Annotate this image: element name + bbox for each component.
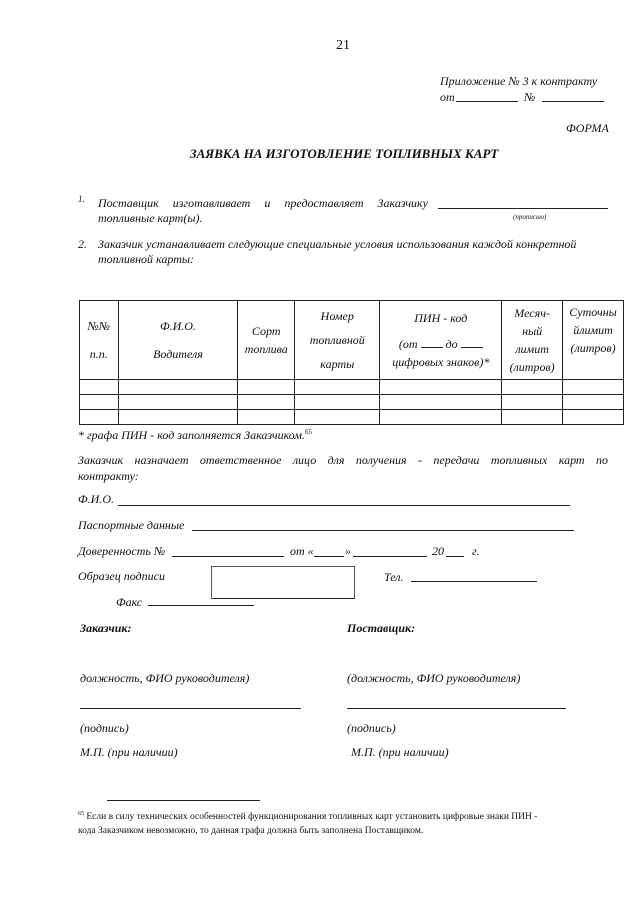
table-note: * графа ПИН - код заполняется Заказчиком.$^{65}$ <box>78 428 313 442</box>
appendix-date-line <box>456 101 518 102</box>
fax-line <box>148 605 254 606</box>
header-number: №№ п.п. <box>80 301 119 380</box>
header-card-number: Номер топливной карты <box>295 301 380 380</box>
customer-signature: (подпись) <box>80 721 129 735</box>
passport-label: Паспортные данные <box>78 518 185 532</box>
supplier-sign-line <box>347 708 566 709</box>
footnote: $^{65}$ Если в силу технических особенностей функционирования топливных карт установить цифровые знаки ПИН - кода Заказчиком невозможно, то данная графа должна быть заполнена Поставщиком. <box>78 811 538 837</box>
item2-text-cont: топливной карты: <box>98 252 195 266</box>
document-title: ЗАЯВКА НА ИЗГОТОВЛЕНИЕ ТОПЛИВНЫХ КАРТ <box>190 146 499 161</box>
item2-number: 2. <box>78 237 87 251</box>
fio-label: Ф.И.О. <box>78 492 114 506</box>
appendix-from-label: от <box>440 90 455 104</box>
tel-line <box>411 581 537 582</box>
item1-text-cont: топливные карт(ы). <box>98 211 203 225</box>
proxy-number-line <box>172 556 284 557</box>
header-pin-code: ПИН - код (от до цифровых знаков)* <box>380 301 502 380</box>
passport-line <box>192 530 574 531</box>
proxy-label: Доверенность № <box>78 544 166 558</box>
item1-quantity-line <box>438 208 608 209</box>
supplier-signature: (подпись) <box>347 721 396 735</box>
table-row <box>80 380 624 395</box>
page-number: 21 <box>336 38 350 53</box>
proxy-day-line <box>314 556 344 557</box>
supplier-heading: Поставщик: <box>347 621 416 635</box>
responsible-text-cont: контракту: <box>78 469 139 483</box>
signature-sample-line <box>213 598 355 599</box>
table-header-row <box>80 301 624 380</box>
proxy-quote-close: » <box>345 544 351 558</box>
fio-line <box>118 505 570 506</box>
proxy-year-suffix: г. <box>472 544 480 558</box>
fuel-cards-table <box>79 300 624 425</box>
customer-position: должность, ФИО руководителя) <box>80 671 250 685</box>
signature-sample-label: Образец подписи <box>78 569 165 583</box>
customer-seal: М.П. (при наличии) <box>80 745 178 759</box>
item2-text: Заказчик устанавливает следующие специальные условия использования каждой конкретной <box>98 237 577 251</box>
header-daily-limit: Суточны йлимит (литров) <box>563 301 624 380</box>
item1-text: Поставщик изготавливает и предоставляет Заказчику <box>98 196 428 210</box>
supplier-position: (должность, ФИО руководителя) <box>347 671 521 685</box>
supplier-seal: М.П. (при наличии) <box>351 745 449 759</box>
customer-sign-line <box>80 708 301 709</box>
footnote-separator <box>107 800 260 801</box>
proxy-from-label: от « <box>290 544 314 558</box>
header-driver-name: Ф.И.О. Водителя <box>118 301 238 380</box>
form-label: ФОРМА <box>566 121 609 135</box>
item1-number: 1. <box>78 194 85 204</box>
table-row <box>80 410 624 425</box>
appendix-title: Приложение № 3 к контракту <box>440 74 598 88</box>
customer-heading: Заказчик: <box>80 621 132 635</box>
responsible-text: Заказчик назначает ответственное лицо для получения - передачи топливных карт по <box>78 453 608 467</box>
tel-label: Тел. <box>384 570 404 584</box>
proxy-year-line <box>446 556 464 557</box>
table-row <box>80 395 624 410</box>
item1-hint: (прописью) <box>513 213 547 221</box>
appendix-number-label: № <box>524 90 536 104</box>
fax-label: Факс <box>116 595 143 609</box>
header-fuel-grade: Сорт топлива <box>238 301 295 380</box>
header-monthly-limit: Месяч- ный лимит (литров) <box>502 301 563 380</box>
signature-sample-box <box>211 566 355 599</box>
proxy-month-line <box>353 556 427 557</box>
proxy-year-prefix: 20 <box>432 544 444 558</box>
appendix-number-line <box>542 101 604 102</box>
